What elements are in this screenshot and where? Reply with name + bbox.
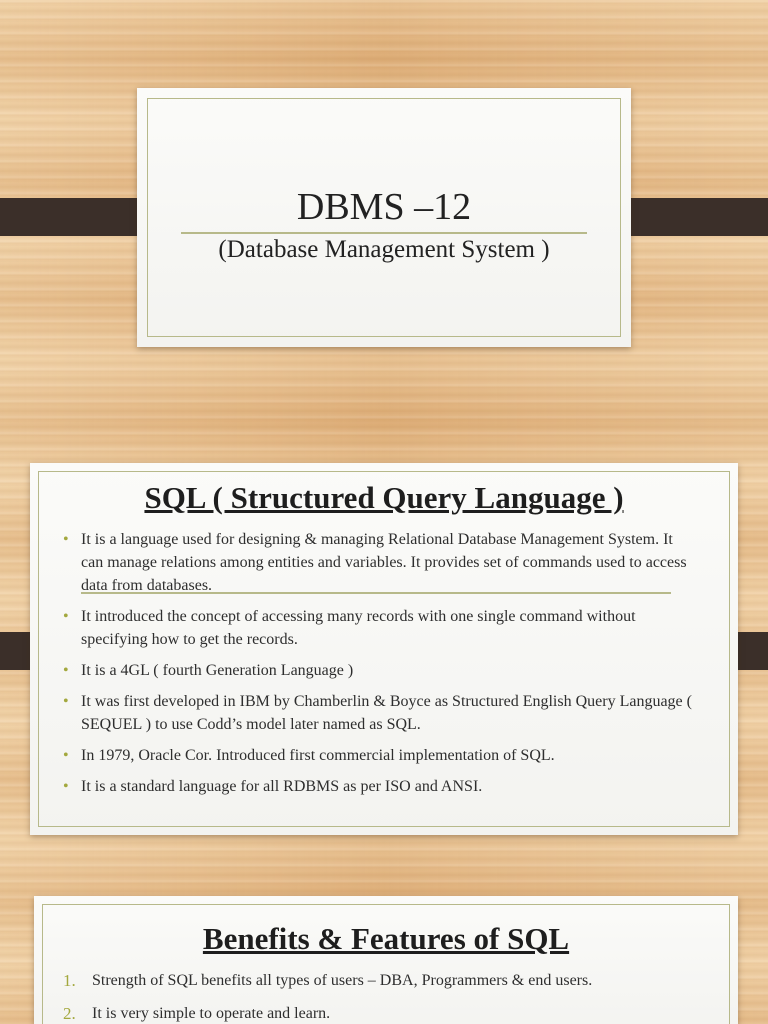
benefits-card-frame [42, 904, 730, 1024]
bullet-icon: • [63, 747, 69, 764]
item-text: Strength of SQL benefits all types of users – DBA, Programmers & end users. [92, 972, 593, 989]
item-number: 1. [63, 971, 76, 990]
list-item [63, 659, 699, 682]
left-divider-bar [0, 198, 155, 236]
list-item [63, 969, 709, 992]
benefits-list [63, 969, 709, 1024]
list-item [63, 690, 699, 736]
benefits-card [34, 896, 738, 1024]
list-item [63, 1002, 709, 1024]
bullet-text: It is a 4GL ( fourth Generation Language ) [81, 662, 354, 679]
sql-card-frame [38, 471, 730, 827]
bullet-icon: • [63, 662, 69, 679]
slide-title: DBMS –12 [296, 186, 472, 228]
bullet-text: It is a language used for designing & managing Relational Database Management System. It can manage relations among entities and variables. It provides set of commands used to access data from databases. [81, 531, 687, 594]
title-card-frame [147, 98, 621, 337]
title-rule [181, 232, 587, 234]
bullet-icon: • [63, 693, 69, 710]
item-number: 2. [63, 1004, 76, 1023]
bullet-text: It is a standard language for all RDBMS as per ISO and ANSI. [81, 778, 483, 795]
benefits-heading: Benefits & Features of SQL [202, 921, 570, 956]
bullet-text: In 1979, Oracle Cor. Introduced first commercial implementation of SQL. [81, 747, 555, 764]
list-item [63, 744, 699, 767]
title-card [137, 88, 631, 347]
sql-slide [0, 430, 768, 862]
slide-subtitle: (Database Management System ) [218, 236, 550, 263]
sql-heading: SQL ( Structured Query Language ) [144, 480, 624, 515]
benefits-slide [0, 862, 768, 1024]
sql-card [30, 463, 738, 835]
bullet-icon: • [63, 608, 69, 625]
right-divider-bar [612, 198, 768, 236]
list-item [63, 775, 699, 798]
list-item [63, 605, 699, 651]
bullet-text: It was first developed in IBM by Chamberlin & Boyce as Structured English Query Language ( SEQUEL ) to use Codd’s model later named as SQL. [81, 693, 692, 733]
bullet-icon: • [63, 531, 69, 548]
bullet-icon: • [63, 778, 69, 795]
sql-bullet-list [63, 528, 699, 806]
bullet-text: It introduced the concept of accessing many records with one single command without specifying how to get the records. [81, 608, 636, 648]
item-text: It is very simple to operate and learn. [92, 1005, 331, 1022]
title-slide [0, 0, 768, 430]
list-item [63, 528, 699, 597]
